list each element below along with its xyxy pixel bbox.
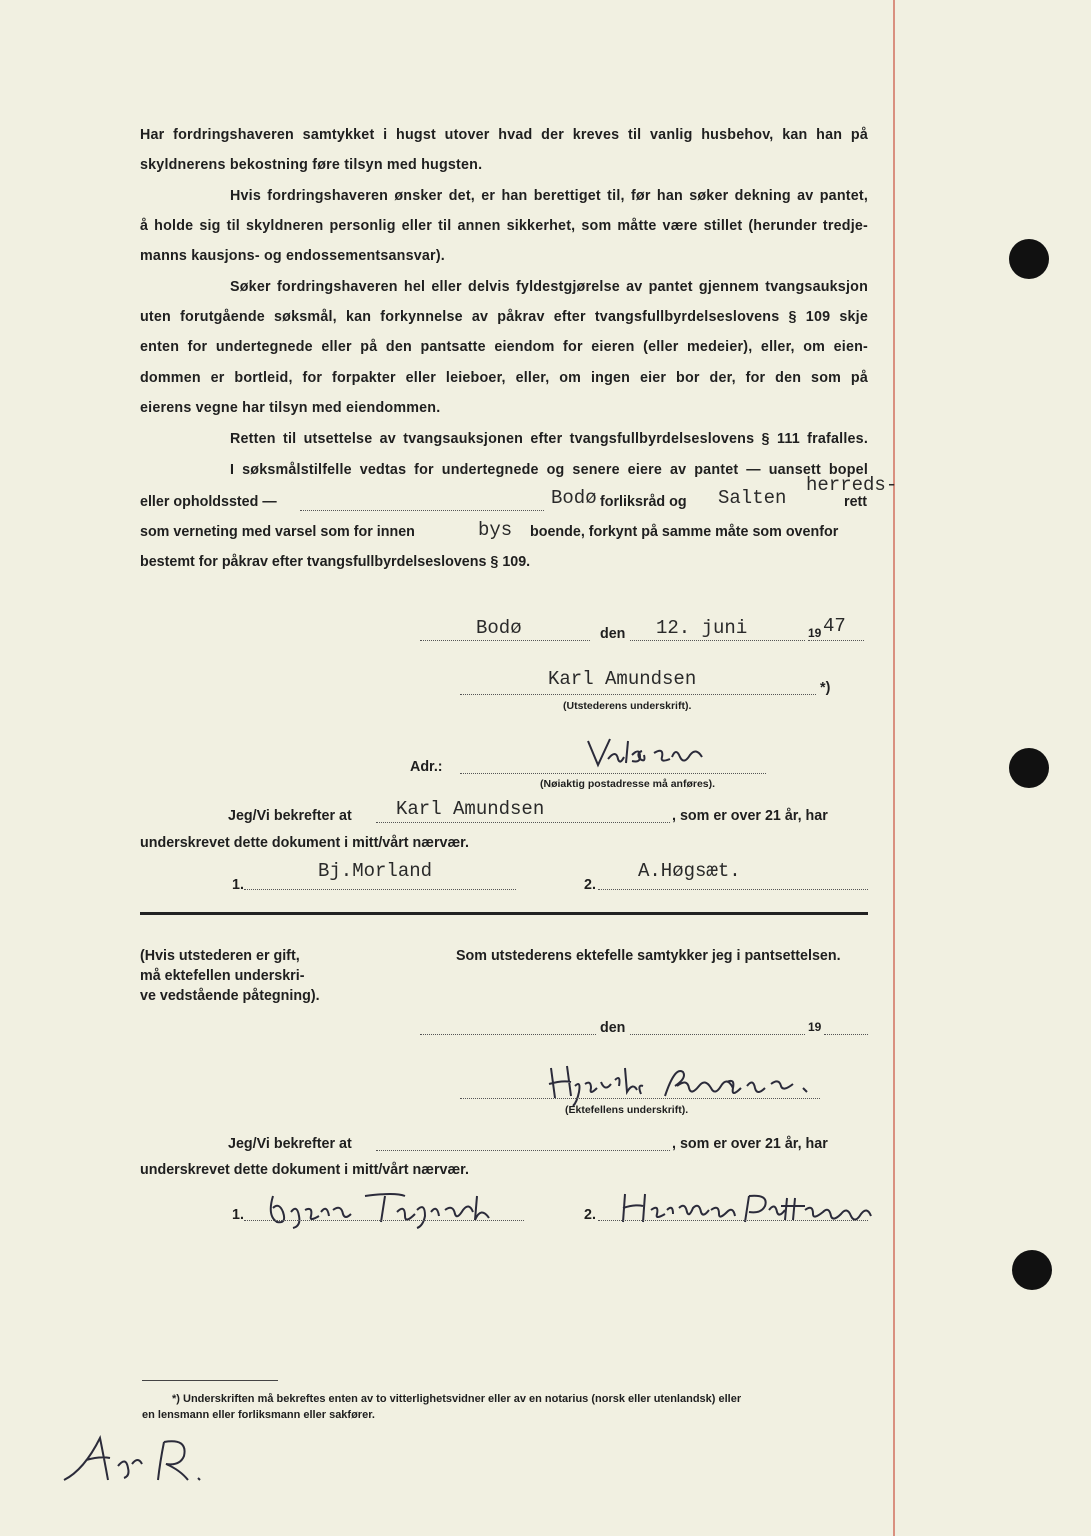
address-handwriting xyxy=(580,735,730,775)
paragraph-5-line-2-start: eller opholdssted — xyxy=(140,494,277,510)
confirm-2-dotline xyxy=(376,1150,670,1151)
confirm-2-start: Jeg/Vi bekrefter at xyxy=(228,1136,352,1152)
paragraph-5-line-2-mid: forliksråd og xyxy=(600,494,687,510)
witness-1-name: Bj.Morland xyxy=(318,860,433,882)
witness-2a-number: 1. xyxy=(232,1207,244,1223)
witness-1-dotline xyxy=(244,889,516,890)
confirm-2-line-2: underskrevet dette dokument i mitt/vårt nærvær. xyxy=(140,1162,469,1178)
witness-2a-dotline xyxy=(244,1220,524,1221)
footnote-separator xyxy=(142,1380,278,1381)
spouse-signature-caption: (Ektefellens underskrift). xyxy=(565,1104,689,1116)
svg-text:Bjarne Fagerlund: Bjarne Fagerlund xyxy=(265,1190,273,1191)
issuer-signature-dotline xyxy=(460,694,816,695)
witness-signature-2 xyxy=(615,1188,895,1230)
paragraph-1-line-1: Har fordringshaveren samtykket i hugst utover hvad der kreves til vanlig husbehov, kan han på xyxy=(140,127,868,143)
address-label: Adr.: xyxy=(410,759,443,775)
punch-hole-middle xyxy=(1009,748,1049,788)
confirm-1-dotline xyxy=(376,822,670,823)
paragraph-3-line-2: uten forutgående søksmål, kan forkynnelse av påkrav efter tvangsfullbyrdelseslovens § 109 skje xyxy=(140,309,868,325)
date-dotline xyxy=(630,640,805,641)
svg-text:Ar. R: Ar. R xyxy=(60,1430,63,1431)
year-suffix: 47 xyxy=(823,615,846,637)
paragraph-5-line-2-end: rett xyxy=(844,494,868,510)
spouse-year-prefix: 19 xyxy=(808,1020,822,1034)
spouse-note-line-1: (Hvis utstederen er gift, xyxy=(140,948,300,964)
spouse-note-line-2: må ektefellen underskri- xyxy=(140,968,305,984)
paragraph-5-line-3-start: som verneting med varsel som for innen xyxy=(140,524,415,540)
paragraph-2-line-2: å holde sig til skyldneren personlig eller til annen sikkerhet, som måtte være stillet (herunder tredje- xyxy=(140,218,868,234)
date-value: 12. juni xyxy=(656,617,748,639)
venue-dotline xyxy=(300,510,544,511)
initials-handwriting xyxy=(60,1430,240,1490)
svg-text:Hjørdis Amundsen: Hjørdis Amundsen xyxy=(545,1062,554,1063)
confirm-1-end: , som er over 21 år, har xyxy=(672,808,828,824)
witness-2b-dotline xyxy=(598,1220,868,1221)
paragraph-1-line-2: skyldnerens bekostning føre tilsyn med hugsten. xyxy=(140,157,483,173)
witness-2-dotline xyxy=(598,889,868,890)
witness-1-number: 1. xyxy=(232,877,244,893)
spouse-signature xyxy=(545,1062,845,1108)
year-prefix: 19 xyxy=(808,626,822,640)
margin-line xyxy=(893,0,895,1536)
confirm-1-line-2: underskrevet dette dokument i mitt/vårt nærvær. xyxy=(140,835,469,851)
footnote-line-1: *) Underskriften må bekreftes enten av to vitterlighetsvidner eller av en notarius (norsk eller utenlandsk) eller xyxy=(172,1393,742,1405)
witness-2-name: A.Høgsæt. xyxy=(638,860,741,882)
paragraph-5-line-3-end: boende, forkynt på samme måte som ovenfor xyxy=(530,524,839,540)
issuer-signature-caption: (Utstederens underskrift). xyxy=(563,700,692,712)
year-dotline xyxy=(808,640,864,641)
paragraph-4-line-1: Retten til utsettelse av tvangsauksjonen efter tvangsfullbyrdelseslovens § 111 frafalles. xyxy=(230,431,868,447)
venue-city: Bodø xyxy=(551,487,597,509)
issuer-signature: Karl Amundsen xyxy=(548,668,697,690)
spouse-place-dotline xyxy=(420,1034,596,1035)
spouse-consent-text: Som utstederens ektefelle samtykker jeg i pantsettelsen. xyxy=(456,948,841,964)
den-label: den xyxy=(600,626,626,642)
paragraph-2-line-1: Hvis fordringshaveren ønsker det, er han berettiget til, før han søker dekning av pantet, xyxy=(230,188,868,204)
witness-2b-number: 2. xyxy=(584,1207,596,1223)
paragraph-5-line-4: bestemt for påkrav efter tvangsfullbyrdelseslovens § 109. xyxy=(140,554,531,570)
paragraph-3-line-5: eierens vegne har tilsyn med eiendommen. xyxy=(140,400,441,416)
issuer-signature-asterisk: *) xyxy=(820,680,831,696)
place-dotline xyxy=(420,640,590,641)
punch-hole-bottom xyxy=(1012,1250,1052,1290)
venue-district: Salten xyxy=(718,487,787,509)
spouse-signature-dotline xyxy=(460,1098,820,1099)
paragraph-2-line-3: manns kausjons- og endossementsansvar). xyxy=(140,248,445,264)
footnote xyxy=(142,1391,870,1423)
witness-2-number: 2. xyxy=(584,877,596,893)
confirm-1-start: Jeg/Vi bekrefter at xyxy=(228,808,352,824)
venue-scope: bys xyxy=(478,519,513,541)
place-value: Bodø xyxy=(476,617,522,639)
venue-type: herreds- xyxy=(806,474,898,496)
spouse-year-dotline xyxy=(824,1034,868,1035)
footnote-line-2: en lensmann eller forliksmann eller sakfører. xyxy=(142,1409,375,1421)
witness-signature-1 xyxy=(265,1190,535,1230)
spouse-den-label: den xyxy=(600,1020,626,1036)
spouse-note-line-3: ve vedstående påtegning). xyxy=(140,988,320,1004)
paragraph-3-line-3: enten for undertegnede eller på den pantsatte eiendom for eieren (eller medeier), eller, om eien- xyxy=(140,339,868,355)
address-caption: (Nøiaktig postadresse må anføres). xyxy=(540,778,716,790)
paragraph-3-line-4: dommen er bortleid, for forpakter eller leieboer, eller, om ingen eier bor der, for den som på xyxy=(140,370,868,386)
paragraph-3-line-1: Søker fordringshaveren hel eller delvis fyldestgjørelse av pantet gjennem tvangsauksjon xyxy=(230,279,868,295)
section-divider xyxy=(140,912,868,915)
svg-text:Valøsen: Valøsen xyxy=(580,735,584,736)
paragraph-5-line-1: I søksmålstilfelle vedtas for undertegnede og senere eiere av pantet — uansett bopel xyxy=(230,462,868,478)
svg-text:Herman Pettersen: Herman Pettersen xyxy=(615,1188,624,1189)
confirm-1-name: Karl Amundsen xyxy=(396,798,545,820)
spouse-date-dotline xyxy=(630,1034,805,1035)
confirm-2-end: , som er over 21 år, har xyxy=(672,1136,828,1152)
punch-hole-top xyxy=(1009,239,1049,279)
